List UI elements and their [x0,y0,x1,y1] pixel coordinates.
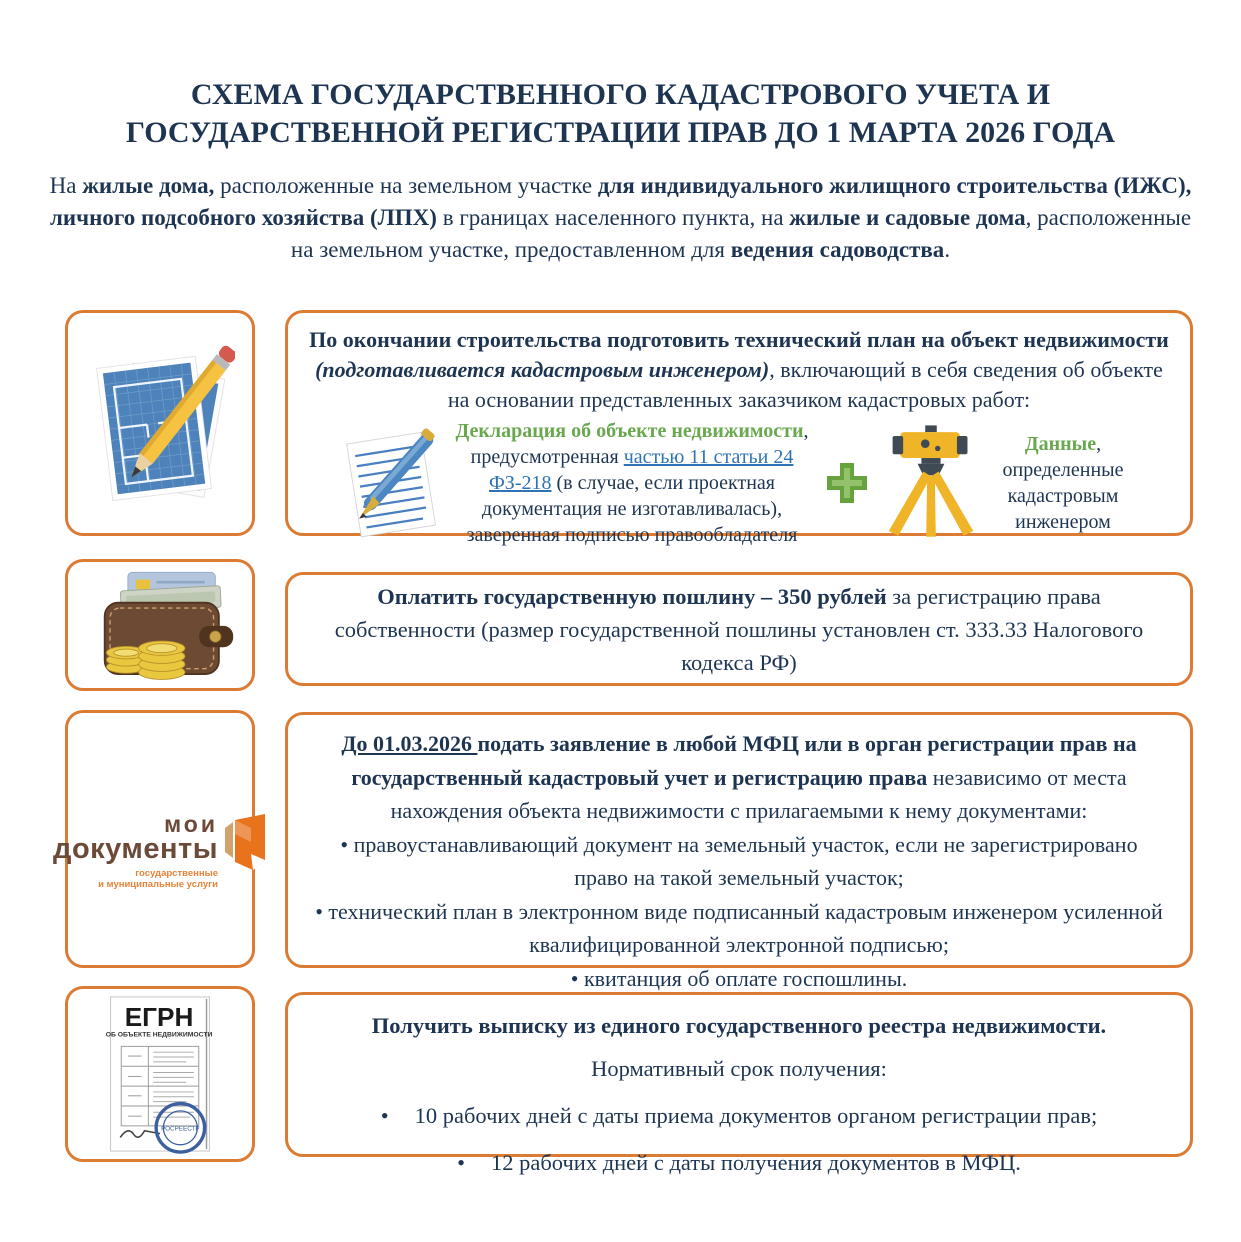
step3-bullet-3: • квитанция об оплате госпошлины. [312,962,1166,996]
step3-date: До 01.03.2026 [341,731,478,756]
data-green: Данные [1024,433,1097,455]
step3-icon-box [53,710,255,968]
plus-icon [823,459,871,507]
intro-seg-bold: для индивидуального жилищного строительства (ИЖС), личного подсобного хозяйства (ЛПХ) [49,173,1192,230]
step1-heading-bold: По окончании строительства подготовить технический план на объект недвижимости [309,327,1169,352]
logo-sub1: государственные [135,868,218,879]
step3-bold: подать заявление в любой МФЦ или в орган регистрации прав на государственный кадастровый учет и регистрацию права [351,731,1137,790]
intro-paragraph [42,170,1199,266]
declaration-comma: , [803,420,809,442]
step1-declaration-text [453,418,811,548]
egrn-subtitle: ОБ ОБЪЕКТЕ НЕДВИЖИМОСТИ [105,1031,213,1039]
my-documents-mark-icon [223,814,267,870]
wallet-coins-icon [79,567,241,683]
note-pen-icon [331,425,453,541]
step1-heading-rest: , включающий в себя сведения об объекте на основании представленных заказчиком кадастровых работ: [447,357,1163,412]
theodolite-icon [883,425,979,541]
step1-data-text [979,431,1147,535]
step1-text-box [285,310,1193,546]
law-link[interactable]: частью 11 статьи 24 ФЗ-218 [489,446,794,494]
step2-icon-box [65,559,255,691]
step1-icon-box [65,310,255,536]
intro-seg: На [49,173,83,198]
step4-text-box [285,992,1193,1175]
logo-line2: документы [53,833,218,865]
data-rest: , определенные кадастровым инженером [1002,433,1124,533]
declaration-green: Декларация об объекте недвижимости [455,420,804,442]
egrn-stamp-text: РОСРЕЕСТР [161,1125,200,1133]
step4-heading: Получить выписку из единого государственного реестра недвижимости. [371,1013,1107,1038]
step3-rest: независимо от места нахождения объекта недвижимости с прилагаемыми к нему документами: [390,764,1127,823]
step3-bullet-1: • правоустанавливающий документ на земельный участок, если не зарегистрировано право на такой земельный участок; [312,828,1166,895]
intro-seg: . [944,237,951,262]
intro-seg-bold: ведения садоводства [730,237,945,262]
intro-seg: расположенные на земельном участке [214,173,598,198]
declaration-rest: (в случае, если проектная документация не изготавливалась), заверенная подписью правообладателя [466,472,798,546]
step1-heading-italic: (подготавливается кадастровым инженером) [315,357,770,382]
step3-heading [312,727,1166,828]
egrn-title: ЕГРН [124,1002,194,1033]
blueprint-pencil-icon [85,329,235,517]
page-title: СХЕМА ГОСУДАРСТВЕННОГО КАДАСТРОВОГО УЧЕТА И ГОСУДАРСТВЕННОЙ РЕГИСТРАЦИИ ПРАВ ДО 1 МАРТА 2026 ГОДА [125,78,1116,149]
step2-bold: Оплатить государственную пошлину – 350 рублей [377,583,887,609]
step3-text-box [285,712,1193,991]
declaration-pre: предусмотренная [470,446,624,468]
intro-seg: , расположенные на земельном участке, предоставленном для [290,205,1192,262]
logo-sub2: и муниципальные услуги [98,879,218,890]
step4-bullet-2: • 12 рабочих дней с даты получения документов в МФЦ. [318,1148,1160,1178]
step3-bullet-2: • технический план в электронном виде подписанный кадастровым инженером усиленной квалифицированной электронной подписью; [312,895,1166,962]
my-documents-logo [53,811,267,890]
logo-subtitle [53,868,218,890]
step4-icon-box [65,986,255,1162]
intro-seg-bold: жилые и садовые дома [789,205,1026,230]
step4-bullet-1: • 10 рабочих дней с даты приема документов органом регистрации прав; [318,1101,1160,1131]
egrn-document-icon [97,994,223,1154]
step2-rest: за регистрацию права собственности (размер государственной пошлины установлен ст. 333.33 Налогового кодекса РФ) [334,583,1144,675]
my-documents-text [53,811,218,890]
step4-subheading: Нормативный срок получения: [591,1056,887,1081]
step2-text [314,580,1164,679]
intro-seg-bold: жилые дома, [82,173,215,198]
intro-seg: в границах населенного пункта, на [436,205,790,230]
logo-line1: мои [164,811,218,837]
step1-heading [308,325,1170,415]
step1-subrow [308,418,1170,548]
step2-text-box [285,572,1193,686]
